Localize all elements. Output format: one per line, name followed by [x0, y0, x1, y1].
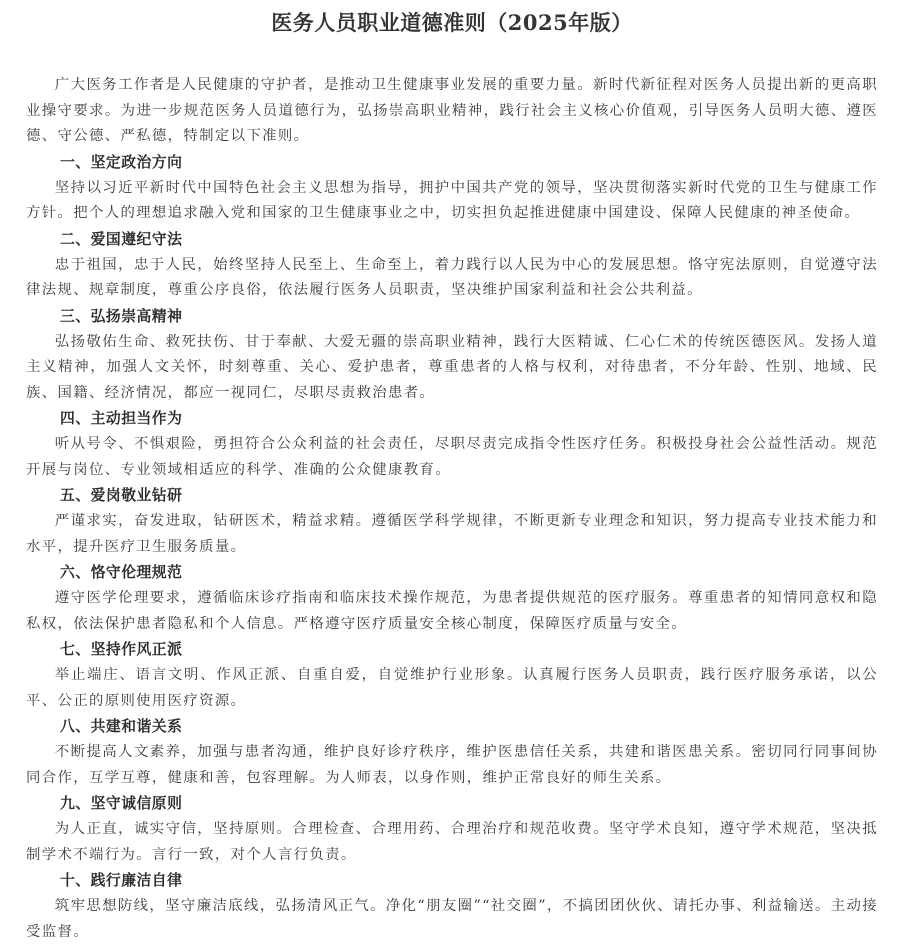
section-6	[26, 560, 878, 637]
section-body: 听从号令、不惧艰险，勇担符合公众利益的社会责任，尽职尽责完成指令性医疗任务。积极投身社会公益性活动。规范开展与岗位、专业领域相适应的科学、准确的公众健康教育。	[26, 436, 878, 478]
section-1	[26, 150, 878, 227]
section-body: 忠于祖国，忠于人民，始终坚持人民至上、生命至上，着力践行以人民为中心的发展思想。恪守宪法原则，自觉遵守法律法规、规章制度，尊重公序良俗，依法履行医务人员职责，坚决维护国家利益和社会公共利益。	[26, 256, 878, 298]
section-heading: 五、爱岗敬业钻研	[60, 487, 183, 504]
section-heading: 三、弘扬崇高精神	[60, 307, 183, 325]
section-body: 坚持以习近平新时代中国特色社会主义思想为指导，拥护中国共产党的领导，坚决贯彻落实新时代党的卫生与健康工作方针。把个人的理想追求融入党和国家的卫生健康事业之中，切实担负起推进健康中国建设、保障人民健康的神圣使命。	[26, 179, 878, 221]
section-heading: 四、主动担当作为	[60, 410, 183, 427]
intro-paragraph: 广大医务工作者是人民健康的守护者，是推动卫生健康事业发展的重要力量。新时代新征程对医务人员提出新的更高职业操守要求。为进一步规范医务人员道德行为，弘扬崇高职业精神，践行社会主义核心价值观，引导医务人员明大德、遵医德、守公德、严私德，特制定以下准则。	[26, 77, 878, 144]
section-heading: 二、爱国遵纪守法	[60, 230, 183, 248]
section-heading: 十、践行廉洁自律	[60, 872, 183, 889]
section-10	[26, 868, 878, 945]
section-body: 弘扬敬佑生命、救死扶伤、甘于奉献、大爱无疆的崇高职业精神，践行大医精诚、仁心仁术的传统医德医风。发扬人道主义精神，加强人文关怀，时刻尊重、关心、爱护患者，尊重患者的人格与权利，对待患者，不分年龄、性别、地域、民族、国籍、经济情况，都应一视同仁，尽职尽责救治患者。	[26, 333, 878, 401]
section-8	[26, 714, 878, 791]
section-heading: 七、坚持作风正派	[60, 641, 183, 658]
section-7	[26, 637, 878, 714]
section-heading: 九、坚守诚信原则	[60, 795, 183, 812]
section-heading: 一、坚定政治方向	[60, 153, 183, 171]
section-body: 筑牢思想防线，坚守廉洁底线，弘扬清风正气。净化“朋友圈”“社交圈”，不搞团团伙伙、请托办事、利益输送。主动接受监督。	[26, 898, 878, 940]
section-2	[26, 227, 878, 304]
section-body: 严谨求实，奋发进取，钻研医术，精益求精。遵循医学科学规律，不断更新专业理念和知识，努力提高专业技术能力和水平，提升医疗卫生服务质量。	[26, 513, 878, 555]
section-5	[26, 483, 878, 560]
section-body: 举止端庄、语言文明、作风正派、自重自爱，自觉维护行业形象。认真履行医务人员职责，践行医疗服务承诺，以公平、公正的原则使用医疗资源。	[26, 667, 878, 709]
section-heading: 六、恪守伦理规范	[60, 564, 183, 581]
section-9	[26, 791, 878, 868]
section-4	[26, 406, 878, 483]
document-title: 医务人员职业道德准则（2025年版）	[271, 10, 633, 35]
section-body: 不断提高人文素养，加强与患者沟通，维护良好诊疗秩序，维护医患信任关系，共建和谐医患关系。密切同行同事间协同合作，互学互尊，健康和善，包容理解。为人师表，以身作则，维护正常良好的师生关系。	[26, 744, 878, 786]
section-body: 遵守医学伦理要求，遵循临床诊疗指南和临床技术操作规范，为患者提供规范的医疗服务。尊重患者的知情同意权和隐私权，依法保护患者隐私和个人信息。严格遵守医疗质量安全核心制度，保障医疗质量与安全。	[26, 590, 878, 632]
section-3	[26, 304, 878, 407]
section-heading: 八、共建和谐关系	[60, 718, 183, 735]
section-body: 为人正直，诚实守信，坚持原则。合理检查、合理用药、合理治疗和规范收费。坚守学术良知，遵守学术规范，坚决抵制学术不端行为。言行一致，对个人言行负责。	[26, 821, 878, 863]
